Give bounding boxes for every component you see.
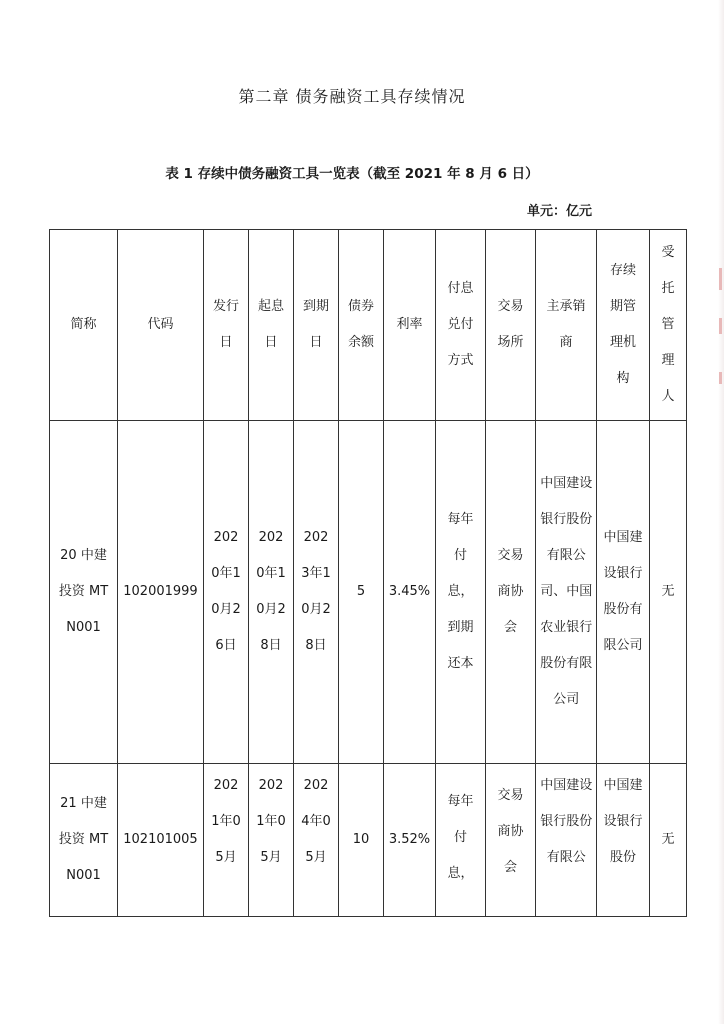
unit-note: 单元：亿元 (526, 204, 592, 219)
header-duration-manager (597, 230, 650, 421)
cell-underwriter-text: 中国建设银行股份有限公 (540, 778, 593, 865)
cell-venue (486, 764, 536, 917)
cell-venue (486, 421, 536, 764)
scan-mark (719, 268, 722, 290)
chapter-title: 第二章 债务融资工具存续情况 (238, 87, 466, 106)
header-code (118, 230, 204, 421)
cell-payment-method-text: 每年付息，到期还本 (447, 512, 474, 671)
cell-payment-method (436, 764, 486, 917)
header-value-date (249, 230, 294, 421)
cell-venue-text: 交易商协会 (497, 548, 524, 635)
cell-short-name-text: 20 中建投资 MTN001 (58, 548, 109, 635)
cell-short-name (50, 764, 118, 917)
cell-payment-method-text: 每年付息， (447, 794, 474, 881)
cell-balance: 10 (339, 764, 384, 917)
header-rate-text: 利率 (396, 317, 423, 332)
cell-underwriter (536, 764, 597, 917)
cell-duration-manager (597, 421, 650, 764)
bond-table (49, 229, 687, 917)
header-code-text: 代码 (147, 317, 174, 332)
header-trustee-text: 受托管理人 (661, 245, 675, 404)
header-trustee (650, 230, 687, 421)
cell-short-name-text: 21 中建投资 MTN001 (58, 796, 109, 883)
scan-mark (719, 318, 722, 334)
cell-balance: 5 (339, 421, 384, 764)
header-duration-manager-text: 存续期管理机构 (609, 263, 636, 386)
header-balance-text: 债券余额 (347, 299, 374, 350)
cell-value-date-text: 2020年10月28日 (256, 530, 286, 653)
header-issue-date (204, 230, 249, 421)
cell-maturity-date (294, 764, 339, 917)
cell-duration-manager (597, 764, 650, 917)
cell-payment-method (436, 421, 486, 764)
cell-rate: 3.52% (384, 764, 436, 917)
table-row (50, 764, 687, 917)
header-short-name (50, 230, 118, 421)
cell-issue-date-text: 2021年05月 (211, 778, 241, 865)
header-maturity-date-text: 到期日 (302, 299, 329, 350)
table-caption: 表 1 存续中债务融资工具一览表（截至 2021 年 8 月 6 日） (165, 166, 539, 182)
header-payment-method (436, 230, 486, 421)
table-row (50, 421, 687, 764)
cell-duration-manager-text: 中国建设银行股份 (603, 778, 643, 865)
header-venue (486, 230, 536, 421)
header-rate (384, 230, 436, 421)
cell-maturity-date-text: 2023年10月28日 (301, 530, 331, 653)
cell-maturity-date (294, 421, 339, 764)
cell-trustee: 无 (650, 764, 687, 917)
cell-maturity-date-text: 2024年05月 (301, 778, 331, 865)
scan-mark (719, 372, 722, 384)
table-header-row (50, 230, 687, 421)
header-maturity-date (294, 230, 339, 421)
cell-underwriter (536, 421, 597, 764)
header-value-date-text: 起息日 (257, 299, 284, 350)
cell-venue-text: 交易商协会 (497, 788, 524, 875)
header-balance (339, 230, 384, 421)
header-payment-method-text: 付息兑付方式 (447, 281, 474, 368)
header-venue-text: 交易场所 (497, 299, 524, 350)
cell-trustee: 无 (650, 421, 687, 764)
cell-value-date (249, 421, 294, 764)
cell-issue-date (204, 764, 249, 917)
cell-underwriter-text: 中国建设银行股份有限公司、中国农业银行股份有限公司 (540, 476, 593, 707)
cell-code: 102001999 (118, 421, 204, 764)
cell-rate: 3.45% (384, 421, 436, 764)
cell-short-name (50, 421, 118, 764)
header-underwriter (536, 230, 597, 421)
scan-edge (718, 0, 724, 1024)
header-short-name-text: 简称 (70, 317, 97, 332)
header-issue-date-text: 发行日 (212, 299, 239, 350)
cell-issue-date (204, 421, 249, 764)
header-underwriter-text: 主承销商 (546, 299, 586, 350)
cell-issue-date-text: 2020年10月26日 (211, 530, 241, 653)
cell-code: 102101005 (118, 764, 204, 917)
cell-duration-manager-text: 中国建设银行股份有限公司 (603, 530, 643, 653)
cell-value-date (249, 764, 294, 917)
cell-value-date-text: 2021年05月 (256, 778, 286, 865)
